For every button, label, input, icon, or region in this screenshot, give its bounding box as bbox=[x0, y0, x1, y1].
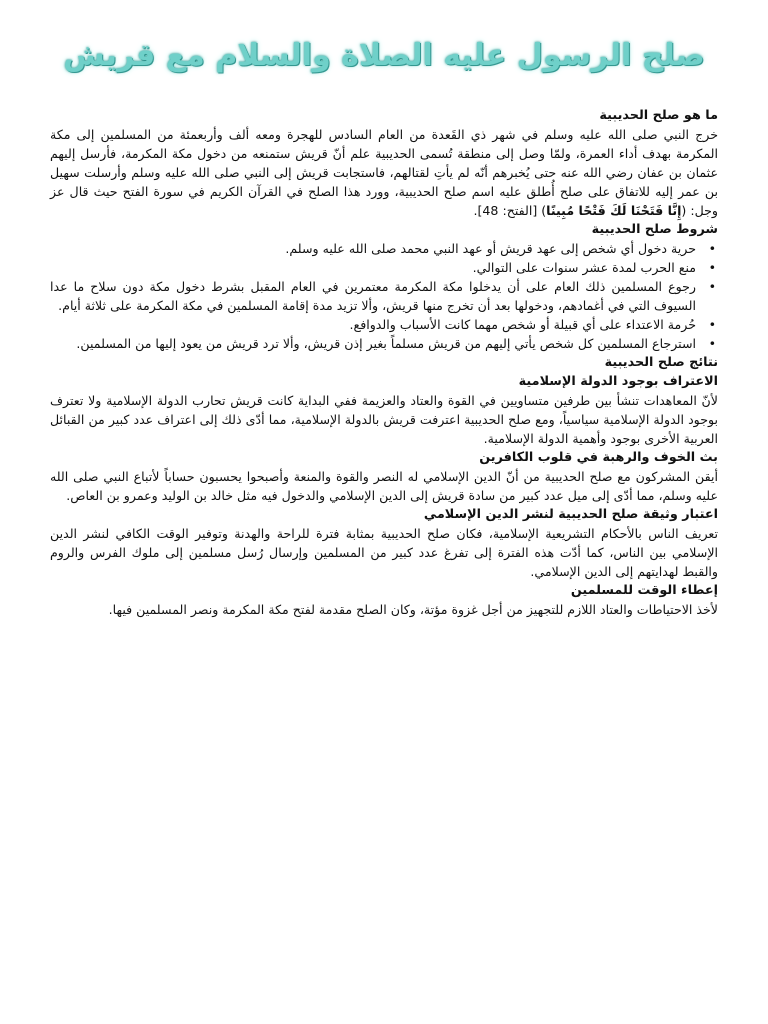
list-item-text: منع الحرب لمدة عشر سنوات على التوالي. bbox=[472, 260, 696, 275]
paragraph-spreading-islam: تعريف الناس بالأحكام التشريعية الإسلامية، فكان صلح الحديبية بمثابة فترة للراحة والهدنة وتوفير الوقت الكافي لنشر الدين الإسلامي بين الناس، كما أدّت هذه الفترة إلى تفرغ عدد كبير من المسلمين وإرسال رُسل مسلمين إلى ملوك الفرس والروم والقبط لهدايتهم إلى الدين الإسلامي. bbox=[50, 526, 718, 579]
bullet-icon: • bbox=[708, 241, 716, 256]
paragraph-main-text: خرج النبي صلى الله عليه وسلم في شهر ذي القَعدة من العام السادس للهجرة ومعه ألف وأربعمئة من المسلمين إلى مكة المكرمة بهدف أداء العمرة، ولمّا وصل إلى منطقة تُسمى الحديبية علم أنّ قريش ستمنعه من دخول مكة المكرمة، فأرسل إليهم عثمان بن عفان رضي الله عنه حتى يُخبرهم أنّه لم يأتِ لقتالهم، فاستجابت قريش إلى النبي صلى الله عليه وسلم وأرسلت سهيل بن عمر إليه للاتفاق على صلح أُطلق عليه اسم صلح الحديبية، وورد هذا الصلح في القرآن الكريم في سورة الفتح حيث قال عز وجل: ( bbox=[50, 127, 718, 218]
document-body bbox=[50, 106, 718, 619]
subheading-spreading-islam: اعتبار وثيقة صلح الحديبية لنشر الدين الإسلامي bbox=[423, 507, 718, 522]
list-item-text: رجوع المسلمين ذلك العام على أن يدخلوا مكة المكرمة معتمرين في العام المقبل بشرط دخول مكة دون سلاح ما عدا السيوف التي في أغمادهم، ودخولها بعد أن تخرج منها قريش، وألا تزيد مدة إقامة المسلمين في مكة المكرمة على ثلاثة أيام. bbox=[50, 279, 696, 313]
list-item-text: حرية دخول أي شخص إلى عهد قريش أو عهد النبي محمد صلى الله عليه وسلم. bbox=[285, 241, 696, 256]
section-heading-results: نتائج صلح الحديبية bbox=[604, 355, 718, 370]
list-item-text: حُرمة الاعتداء على أي قبيلة أو شخص مهما كانت الأسباب والدوافع. bbox=[349, 317, 696, 332]
subheading-giving-time: إعطاء الوقت للمسلمين bbox=[570, 583, 718, 598]
bullet-icon: • bbox=[708, 336, 716, 351]
list-item bbox=[50, 258, 716, 277]
list-item-text: استرجاع المسلمين كل شخص يأتي إليهم من قريش مسلماً بغير إذن قريش، وألا ترد قريش من يعود إليها من المسلمين. bbox=[76, 336, 696, 351]
subheading-fear: بث الخوف والرهبة في قلوب الكافرين bbox=[479, 450, 718, 465]
list-item bbox=[50, 315, 716, 334]
subheading-recognition: الاعتراف بوجود الدولة الإسلامية bbox=[518, 374, 718, 389]
conditions-list bbox=[50, 239, 718, 353]
quran-citation: ) [الفتح: 48]. bbox=[473, 203, 547, 218]
bullet-icon: • bbox=[708, 317, 716, 332]
paragraph-recognition: لأنّ المعاهدات تنشأ بين طرفين متساويين في القوة والعتاد والعزيمة ففي البداية كانت قريش تحارب الدولة الإسلامية ولا تعترف بوجود الدولة الإسلامية سياسياً، ومع صلح الحديبية اعترفت قريش بالدولة الإسلامية، مما أدّى ذلك إلى اعتراف عدد كبير من القبائل العربية الأخرى بوجود وأهمية الدولة الإسلامية. bbox=[50, 393, 718, 446]
bullet-icon: • bbox=[708, 279, 716, 294]
list-item bbox=[50, 277, 716, 315]
page-title: صلح الرسول عليه الصلاة والسلام مع قريش bbox=[63, 38, 705, 73]
list-item bbox=[50, 239, 716, 258]
bullet-icon: • bbox=[708, 260, 716, 275]
section-heading-what-is: ما هو صلح الحديبية bbox=[599, 108, 718, 123]
list-item bbox=[50, 334, 716, 353]
section-paragraph-what-is bbox=[50, 125, 718, 220]
quran-quote: إِنَّا فَتَحْنَا لَكَ فَتْحًا مُبِينًا bbox=[546, 203, 682, 218]
section-heading-conditions: شروط صلح الحديبية bbox=[591, 222, 718, 237]
paragraph-giving-time: لأخذ الاحتياطات والعتاد اللازم للتجهيز من أجل غزوة مؤتة، وكان الصلح مقدمة لفتح مكة المكرمة ونصر المسلمين فيها. bbox=[108, 602, 718, 617]
paragraph-fear: أيقن المشركون مع صلح الحديبية من أنّ الدين الإسلامي له النصر والقوة والمنعة وأصبحوا يحسبون حساباً لأتباع النبي صلى الله عليه وسلم، مما أدّى إلى ميل عدد كبير من سادة قريش إلى الدين الإسلامي والدخول فيه مثل خالد بن الوليد وعمرو بن العاص. bbox=[50, 469, 718, 503]
